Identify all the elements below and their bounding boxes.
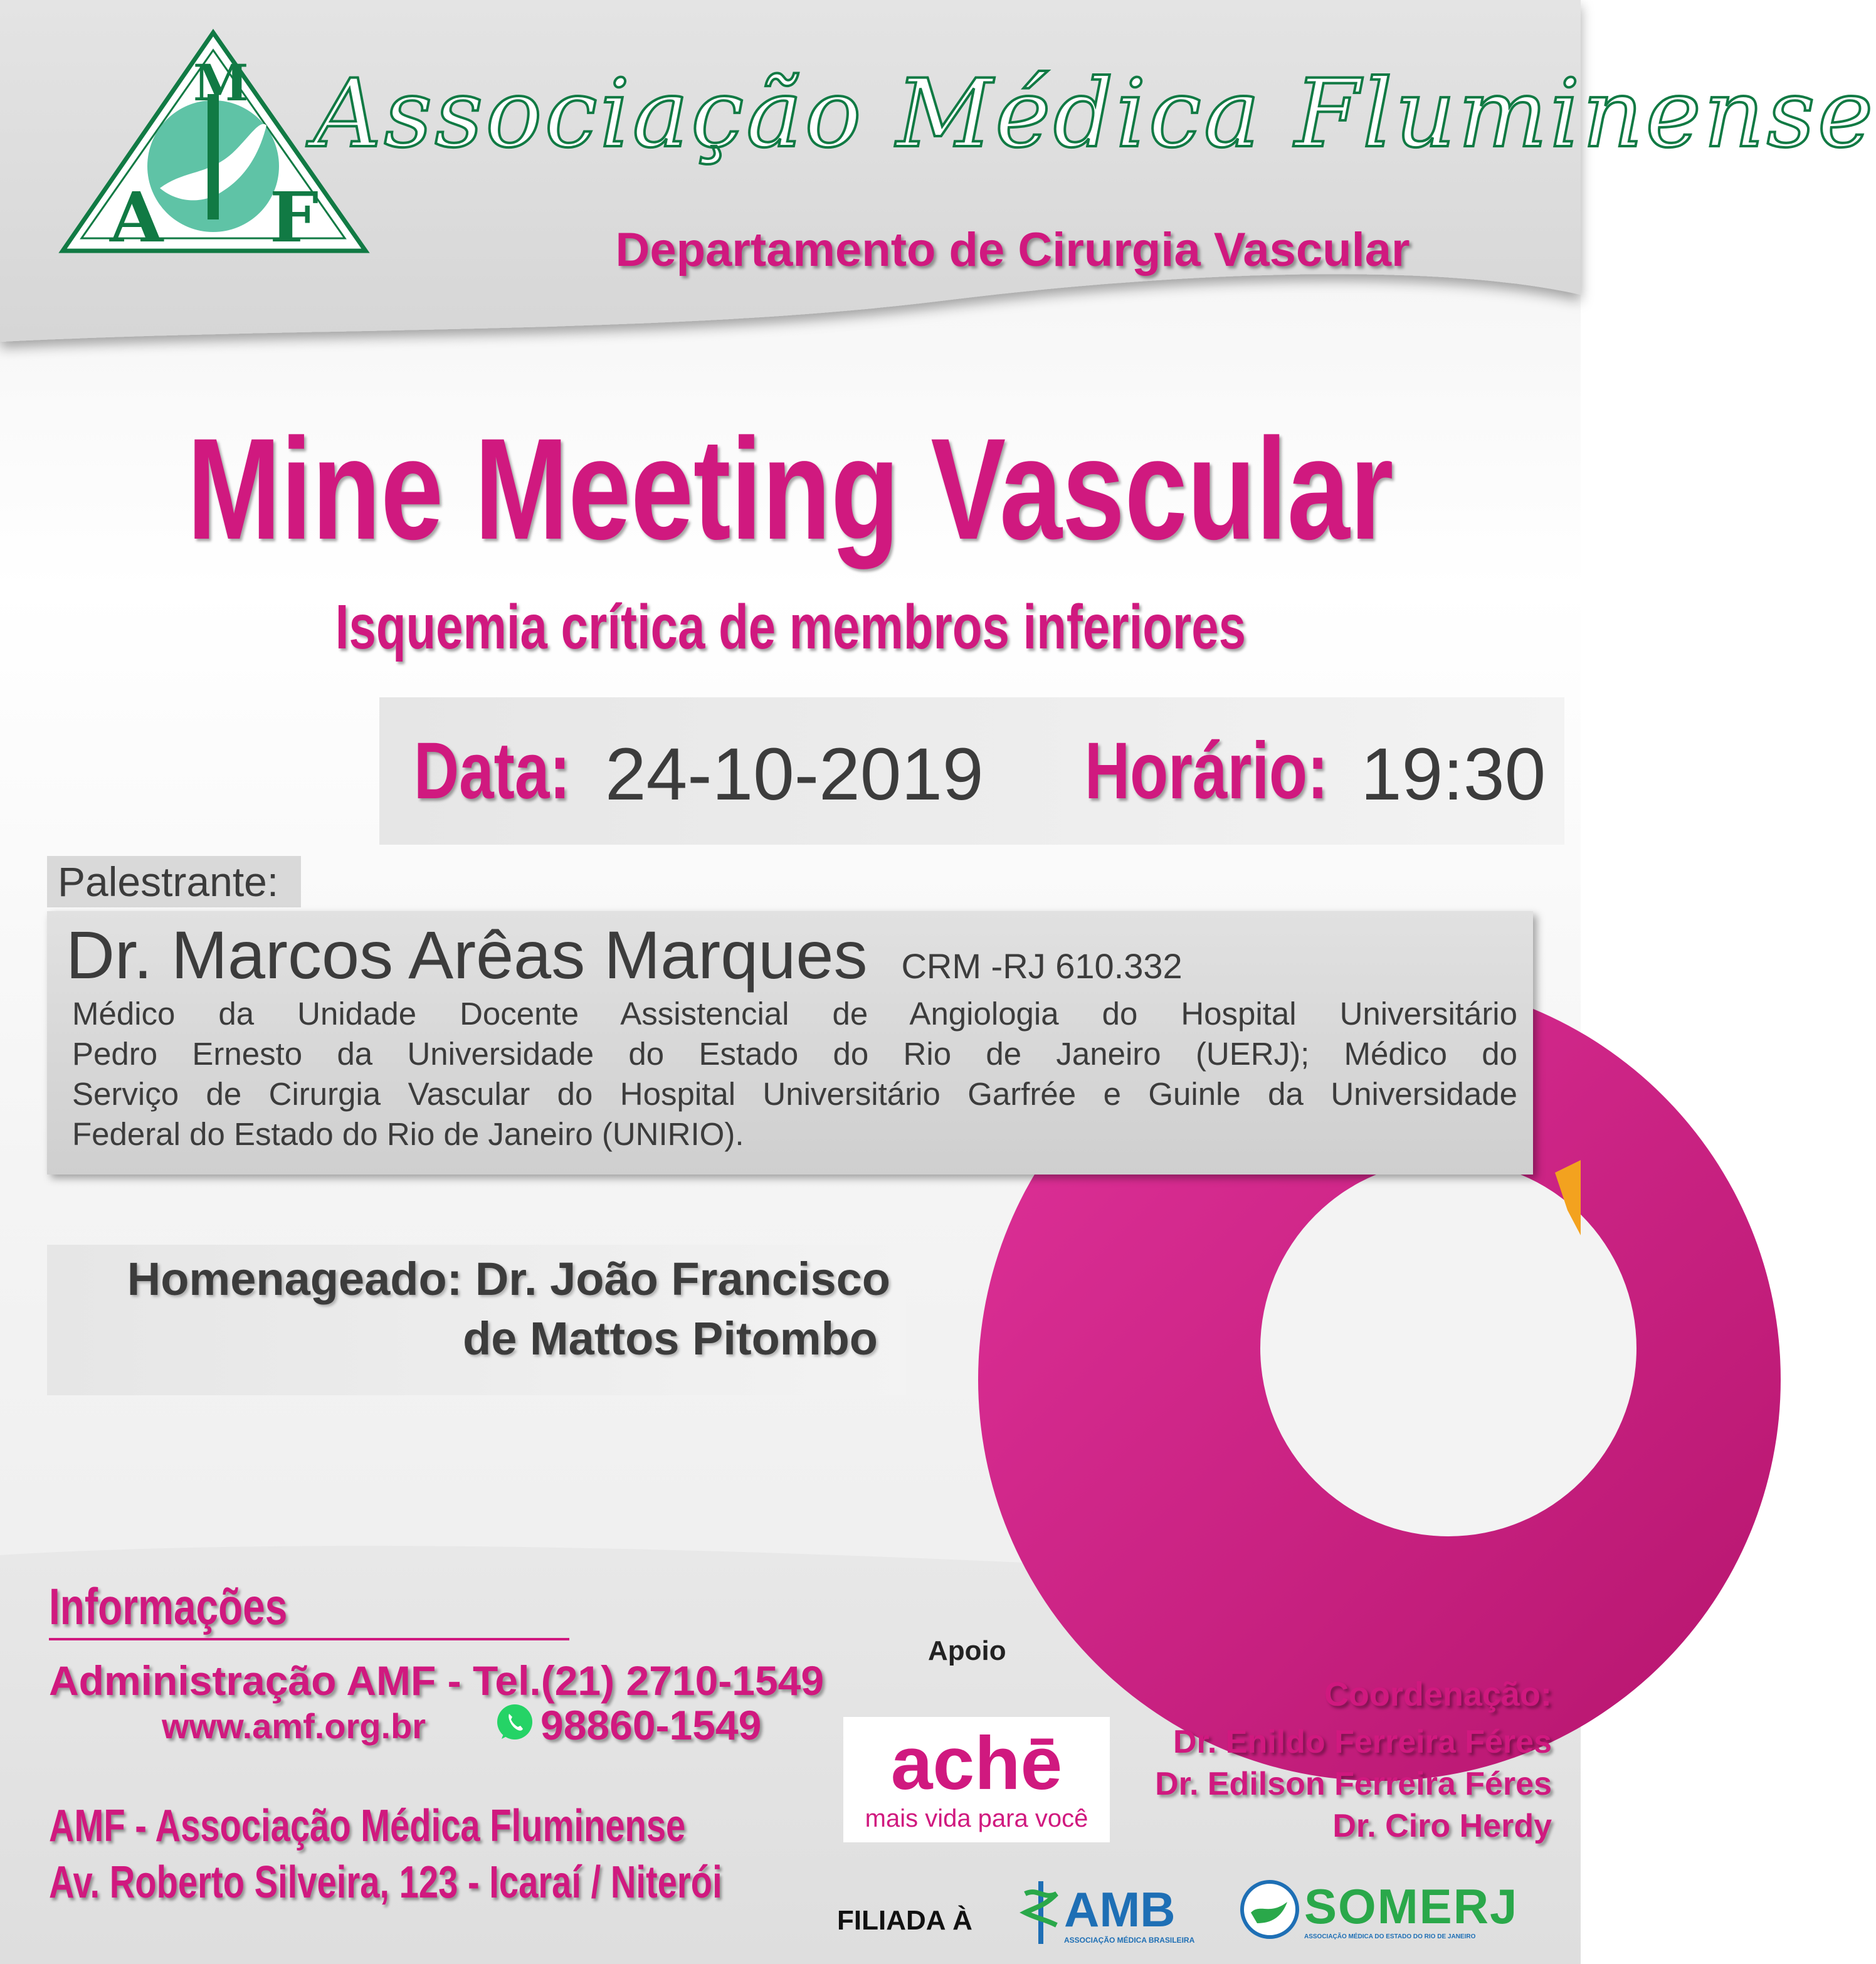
speaker-crm: CRM -RJ 610.332 <box>901 946 1183 986</box>
honoree-line-2: de Mattos Pitombo <box>463 1312 878 1365</box>
date-value: 24-10-2019 <box>605 733 984 816</box>
coordinator: Dr. Ciro Herdy <box>1332 1808 1552 1844</box>
ache-logo-tagline: mais vida para você <box>865 1805 1088 1832</box>
time-value: 19:30 <box>1361 733 1546 816</box>
info-whatsapp: 98860-1549 <box>540 1702 762 1748</box>
ache-logo-name: achē <box>890 1721 1063 1805</box>
bio-line: Médico da Unidade Docente Assistencial de Angiologia do Hospital Universitário <box>72 996 1517 1032</box>
coordinator: Dr. Edilson Ferreira Féres <box>1155 1766 1552 1802</box>
speaker-bio <box>72 994 1517 1154</box>
info-heading: Informações <box>49 1578 288 1635</box>
department-title: Departamento de Cirurgia Vascular <box>615 223 1410 277</box>
date-label: Data: <box>414 726 571 816</box>
svg-text:M: M <box>193 53 249 112</box>
info-phone: Administração AMF - Tel.(21) 2710-1549 <box>49 1657 825 1704</box>
org-name: Associação Médica Fluminense <box>314 60 1876 169</box>
affiliation-label: FILIADA À <box>837 1905 972 1936</box>
speaker-label: Palestrante: <box>58 858 279 905</box>
address-line-1: AMF - Associação Médica Fluminense <box>49 1801 686 1851</box>
bio-line: Federal do Estado do Rio de Janeiro (UNIRIO). <box>72 1116 744 1152</box>
globe-icon <box>1238 1878 1301 1941</box>
bio-line: Pedro Ernesto da Universidade do Estado do Rio de Janeiro (UERJ); Médico do <box>72 1036 1517 1072</box>
somerj-logo <box>1238 1875 1564 1950</box>
caduceus-icon <box>1019 1878 1063 1947</box>
coordinator: Dr. Enildo Ferreira Féres <box>1172 1724 1552 1760</box>
honoree-line-1: Homenageado: Dr. João Francisco <box>127 1253 890 1305</box>
whatsapp-icon <box>495 1703 534 1741</box>
time-label: Horário: <box>1085 726 1329 816</box>
event-title: Mine Meeting Vascular <box>187 408 1394 569</box>
info-website[interactable]: www.amf.org.br <box>162 1706 426 1746</box>
support-label: Apoio <box>928 1635 1006 1666</box>
somerj-logo-subtitle: ASSOCIAÇÃO MÉDICA DO ESTADO DO RIO DE JANEIRO <box>1304 1933 1476 1940</box>
event-subtitle: Isquemia crítica de membros inferiores <box>335 592 1246 662</box>
amb-logo-name: AMB <box>1064 1882 1176 1937</box>
address-line-2: Av. Roberto Silveira, 123 - Icaraí / Niterói <box>49 1857 722 1908</box>
coordination-names <box>1060 1721 1552 1847</box>
amb-logo-subtitle: ASSOCIAÇÃO MÉDICA BRASILEIRA <box>1064 1936 1195 1945</box>
bio-line: Serviço de Cirurgia Vascular do Hospital Universitário Garfrée e Guinle da Universidade <box>72 1076 1517 1112</box>
speaker-name-line <box>66 916 1183 1005</box>
info-divider <box>49 1638 569 1640</box>
speaker-name: Dr. Marcos Arêas Marques <box>66 917 868 993</box>
honoree <box>50 1249 890 1368</box>
svg-text:A: A <box>110 177 164 258</box>
coordination-heading: Coordenação: <box>1324 1676 1552 1713</box>
somerj-logo-name: SOMERJ <box>1304 1879 1519 1934</box>
svg-text:F: F <box>270 177 319 258</box>
amb-logo <box>1019 1878 1207 1950</box>
